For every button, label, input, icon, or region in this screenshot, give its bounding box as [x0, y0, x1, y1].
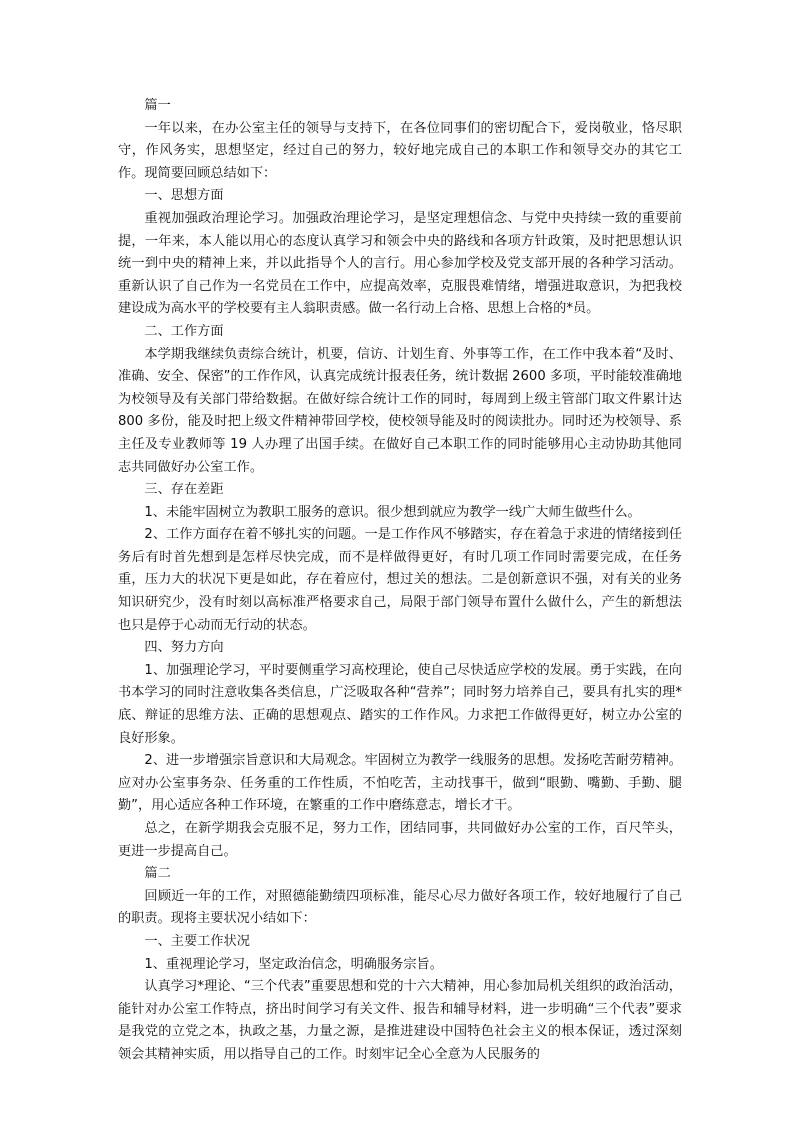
section-heading: 三、存在差距 — [144, 482, 224, 498]
paragraph: 认真学习*理论、“三个代表”重要思想和党的十六大精神，用心参加局机关组织的政治活动，能针对办公室工作特点，挤出时间学习有关文件、报告和辅导材料，进一步明确“三个代表”要求是我党的立党之本，执政之基，力量之源，是推进建设中国特色社会主义的根本保证，透过深刻领会其精神实质，用以指导自己的工作。时刻牢记全心全意为人民服务的 — [118, 979, 682, 1062]
section-heading-part-two: 篇二 — [144, 866, 171, 882]
paragraph: 重视加强政治理论学习。加强政治理论学习，是坚定理想信念、与党中央持续一致的重要前提，一年来，本人能以用心的态度认真学习和领会中央的路线和各项方针政策，及时把思想认识统一到中央的精神上来，并以此指导个人的言行。用心参加学校及党支部开展的各种学习活动。重新认识了自己作为一名党员在工作中，应提高效率，克服畏难情绪，增强进取意识，为把我校建设成为高水平的学校要有主人翁职责感。做一名行动上合格、思想上合格的*员。 — [118, 210, 682, 317]
section-heading: 一、主要工作状况 — [144, 933, 250, 949]
paragraph: 回顾近一年的工作，对照德能勤绩四项标准，能尽心尽力做好各项工作，较好地履行了自己的职责。现将主要状况小结如下： — [118, 888, 682, 927]
section-heading: 一、思想方面 — [144, 188, 224, 204]
paragraph: 一年以来，在办公室主任的领导与支持下，在各位同事们的密切配合下，爱岗敬业，恪尽职守，作风务实，思想坚定，经过自己的努力，较好地完成自己的本职工作和领导交办的其它工作。现简要回顾总结如下： — [118, 120, 682, 181]
list-item: 2、进一步增强宗旨意识和大局观念。牢固树立为教学一线服务的思想。发扬吃苦耐劳精神。应对办公室事务杂、任务重的工作性质，不怕吃苦，主动找事干，做到“眼勤、嘴勤、手勤、腿勤”，用心适应各种工作环境，在繁重的工作中磨练意志，增长才干。 — [118, 753, 682, 814]
document-body — [118, 95, 682, 1067]
list-item: 2、工作方面存在着不够扎实的问题。一是工作作风不够踏实，存在着急于求进的情绪接到任务后有时首先想到是怎样尽快完成，而不是样做得更好，有时几项工作同时需要完成，在任务重，压力大的状况下更是如此，存在着应付，想过关的想法。二是创新意识不强，对有关的业务知识研究少，没有时刻以高标准严格要求自己，局限于部门领导布置什么做什么，产生的新想法也只是停于心动而无行动的状态。 — [118, 527, 682, 633]
section-heading-part-one: 篇一 — [144, 98, 171, 113]
list-item: 1、重视理论学习，坚定政治信念，明确服务宗旨。 — [144, 956, 443, 972]
list-item: 1、未能牢固树立为教职工服务的意识。很少想到就应为教学一线广大师生做些什么。 — [144, 504, 641, 520]
section-heading: 四、努力方向 — [144, 640, 224, 656]
paragraph: 总之，在新学期我会克服不足，努力工作，团结同事，共同做好办公室的工作，百尺竿头，更进一步提高自己。 — [118, 821, 682, 859]
section-heading: 二、工作方面 — [144, 323, 224, 339]
paragraph: 本学期我继续负责综合统计，机要，信访、计划生育、外事等工作，在工作中我本着“及时、准确、安全、保密”的工作作风，认真完成统计报表任务，统计数据 2600 多项，平时能较准确地为校领导及有关部门带给数据。在做好综合统计工作的同时，每周到上级主管部门取文件累计达 800 多份，能及时把上级文件精神带回学校，使校领导能及时的阅读批办。同时还为校领导、系主任及专业教师等 19 人办理了出国手续。在做好自己本职工作的同时能够用心主动协助其他同志共同做好办公室工作。 — [118, 346, 682, 475]
list-item: 1、加强理论学习，平时要侧重学习高校理论，使自己尽快适应学校的发展。勇于实践，在向书本学习的同时注意收集各类信息，广泛吸取各种“营养”；同时努力培养自己，要具有扎实的理*底、辩证的思维方法、正确的思想观点、踏实的工作作风。力求把工作做得更好，树立办公室的良好形象。 — [118, 662, 682, 746]
